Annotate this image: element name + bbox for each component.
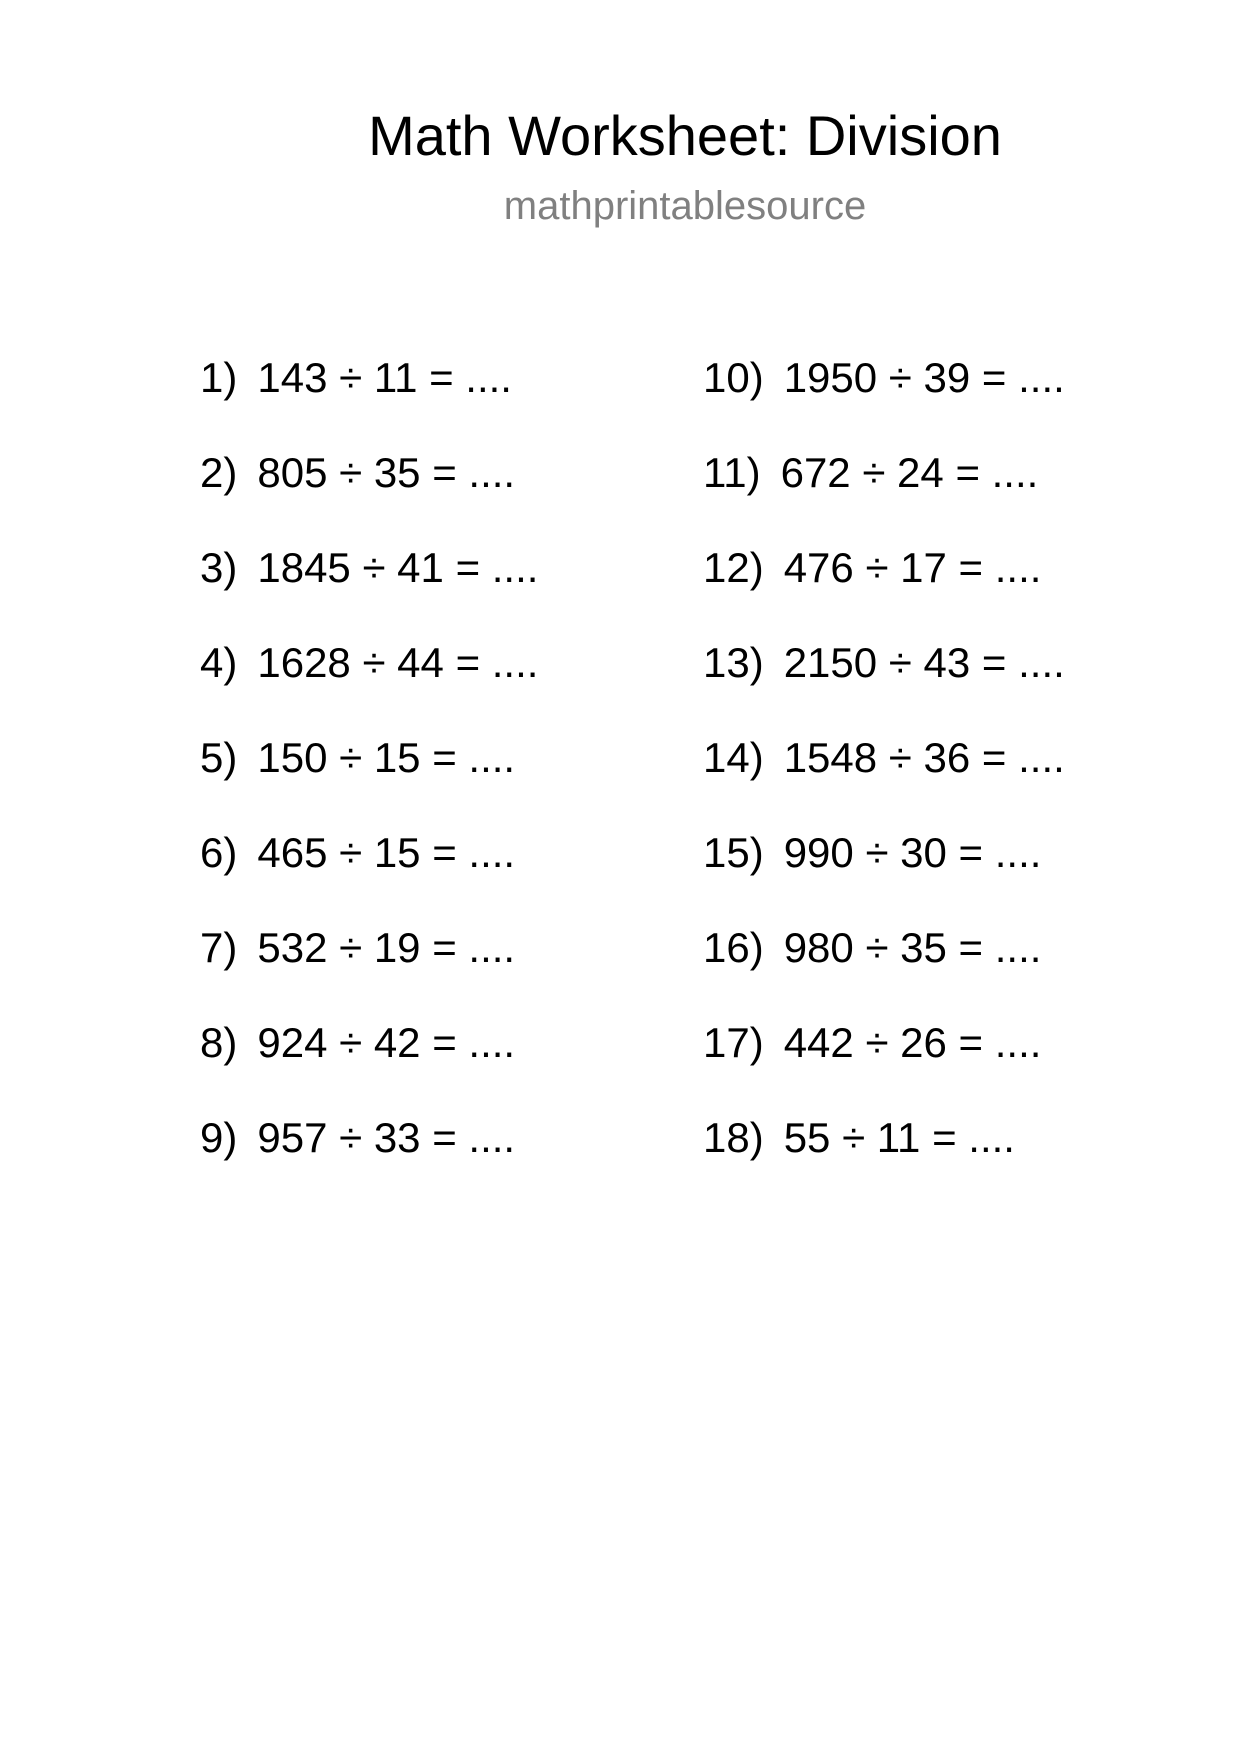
- problem-list-right: [703, 343, 1065, 1198]
- problem-expression: 1628 ÷ 44 = ....: [257, 639, 539, 686]
- problem-number: 15): [703, 829, 764, 876]
- problem-item: [200, 343, 538, 438]
- problem-item: [703, 723, 1065, 818]
- problem-number: 7): [200, 924, 238, 971]
- problem-item: [200, 913, 538, 1008]
- problem-expression: 465 ÷ 15 = ....: [257, 829, 516, 876]
- problem-expression: 442 ÷ 26 = ....: [783, 1019, 1042, 1066]
- problem-item: [200, 533, 538, 628]
- problem-item: [703, 628, 1065, 723]
- problem-expression: 805 ÷ 35 = ....: [257, 449, 516, 496]
- problem-expression: 990 ÷ 30 = ....: [783, 829, 1042, 876]
- problem-number: 9): [200, 1114, 238, 1161]
- problem-number: 17): [703, 1019, 764, 1066]
- problem-number: 4): [200, 639, 238, 686]
- worksheet-subtitle: mathprintablesource: [503, 184, 867, 228]
- problem-item: [200, 1008, 538, 1103]
- problem-number: 3): [200, 544, 238, 591]
- problem-list-left: [200, 343, 538, 1198]
- problem-expression: 2150 ÷ 43 = ....: [783, 639, 1065, 686]
- problem-expression: 476 ÷ 17 = ....: [783, 544, 1042, 591]
- problem-item: [703, 1008, 1065, 1103]
- problem-expression: 1548 ÷ 36 = ....: [783, 734, 1065, 781]
- problem-number: 12): [703, 544, 764, 591]
- problem-number: 8): [200, 1019, 238, 1066]
- problem-expression: 143 ÷ 11 = ....: [257, 354, 512, 401]
- problem-number: 10): [703, 354, 764, 401]
- problem-expression: 1950 ÷ 39 = ....: [783, 354, 1065, 401]
- problem-expression: 924 ÷ 42 = ....: [257, 1019, 516, 1066]
- problem-number: 2): [200, 449, 238, 496]
- problem-item: [200, 1103, 538, 1198]
- problem-item: [200, 723, 538, 818]
- problem-number: 13): [703, 639, 764, 686]
- problem-expression: 980 ÷ 35 = ....: [783, 924, 1042, 971]
- problem-number: 11): [703, 449, 761, 496]
- problem-item: [703, 818, 1065, 913]
- problem-expression: 532 ÷ 19 = ....: [257, 924, 516, 971]
- problem-item: [703, 343, 1065, 438]
- problem-expression: 55 ÷ 11 = ....: [783, 1114, 1015, 1161]
- problem-number: 14): [703, 734, 764, 781]
- problem-item: [703, 913, 1065, 1008]
- problem-item: [200, 818, 538, 913]
- problem-item: [703, 533, 1065, 628]
- problem-item: [703, 1103, 1065, 1198]
- problem-expression: 957 ÷ 33 = ....: [257, 1114, 516, 1161]
- problem-expression: 1845 ÷ 41 = ....: [257, 544, 539, 591]
- problem-number: 1): [200, 354, 238, 401]
- problem-number: 5): [200, 734, 238, 781]
- problem-item: [200, 628, 538, 723]
- problem-number: 6): [200, 829, 238, 876]
- problem-number: 16): [703, 924, 764, 971]
- problem-number: 18): [703, 1114, 764, 1161]
- worksheet-title: Math Worksheet: Division: [368, 104, 1002, 167]
- problem-expression: 150 ÷ 15 = ....: [257, 734, 516, 781]
- problem-item: [703, 438, 1065, 533]
- problem-expression: 672 ÷ 24 = ....: [780, 449, 1039, 496]
- problem-item: [200, 438, 538, 533]
